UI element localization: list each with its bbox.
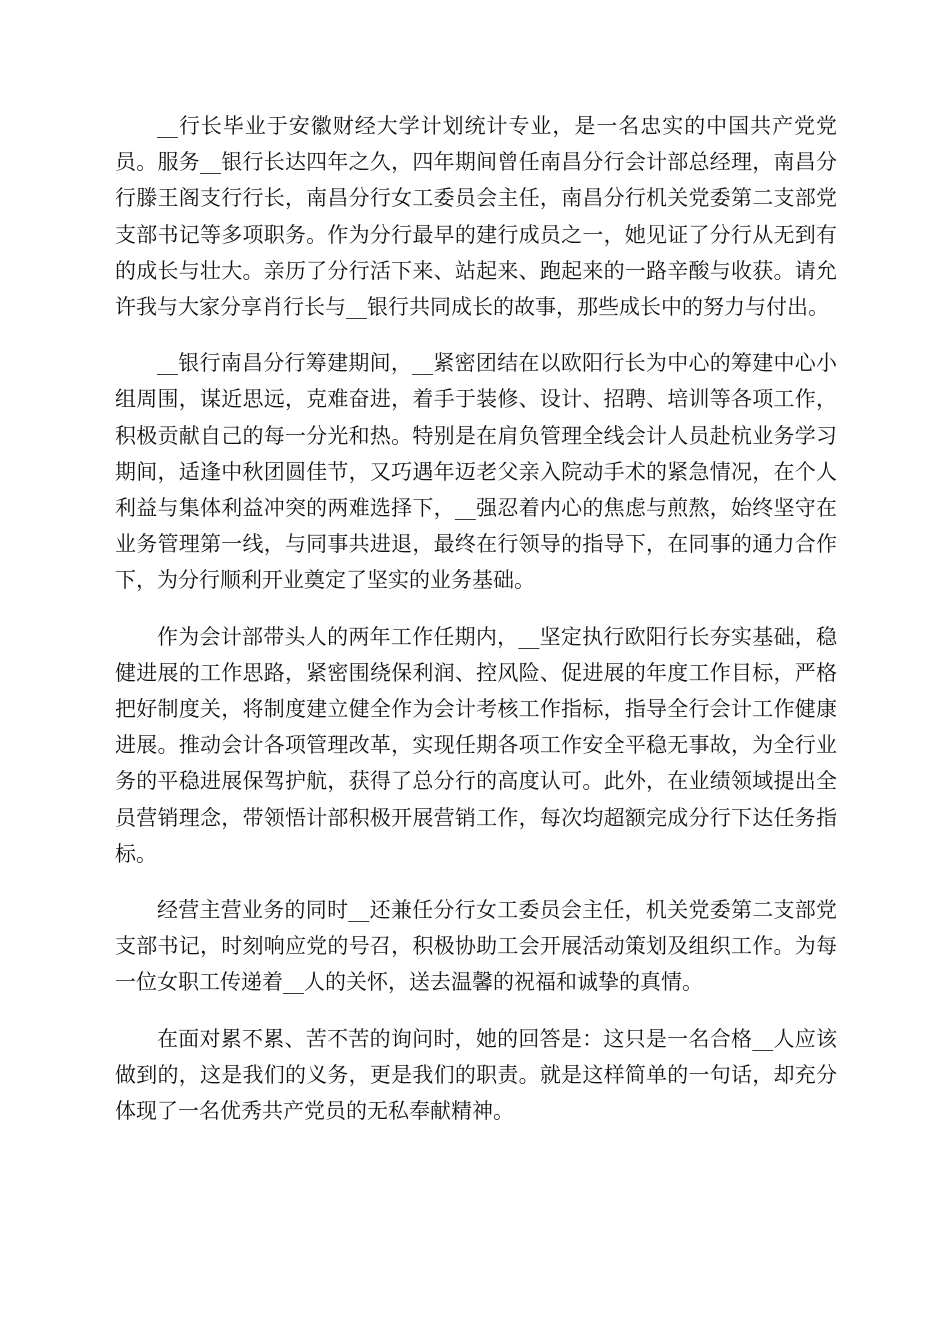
- paragraph-5: 在面对累不累、苦不苦的询问时，她的回答是：这只是一名合格__人应该做到的，这是我们的义务，更是我们的职责。就是这样简单的一句话，却充分体现了一名优秀共产党员的无私奉献精神。: [115, 1026, 837, 1124]
- document-page: [115, 108, 837, 1149]
- paragraph-1: __行长毕业于安徽财经大学计划统计专业，是一名忠实的中国共产党党员。服务__银行长达四年之久，四年期间曾任南昌分行会计部总经理，南昌分行滕王阁支行行长，南昌分行女工委员会主任，南昌分行机关党委第二支部党支部书记等多项职务。作为分行最早的建行成员之一，她见证了分行从无到有的成长与壮大。亲历了分行活下来、站起来、跑起来的一路辛酸与收获。请允许我与大家分享肖行长与__银行共同成长的故事，那些成长中的努力与付出。: [115, 114, 837, 320]
- paragraph-4: 经营主营业务的同时__还兼任分行女工委员会主任，机关党委第二支部党支部书记，时刻响应党的号召，积极协助工会开展活动策划及组织工作。为每一位女职工传递着__人的关怀，送去温馨的祝福和诚挚的真情。: [115, 898, 837, 995]
- paragraph-2: __银行南昌分行筹建期间，__紧密团结在以欧阳行长为中心的筹建中心小组周围，谋近思远，克难奋进，着手于装修、设计、招聘、培训等各项工作，积极贡献自己的每一分光和热。特别是在肩负管理全线会计人员赴杭业务学习期间，适逢中秋团圆佳节，又巧遇年迈老父亲入院动手术的紧急情况，在个人利益与集体利益冲突的两难选择下，__强忍着内心的焦虑与煎熬，始终坚守在业务管理第一线，与同事共进退，最终在行领导的指导下，在同事的通力合作下，为分行顺利开业奠定了坚实的业务基础。: [115, 351, 837, 593]
- paragraph-3: 作为会计部带头人的两年工作任期内，__坚定执行欧阳行长夯实基础，稳健进展的工作思路，紧密围绕保利润、控风险、促进展的年度工作目标，严格把好制度关，将制度建立健全作为会计考核工作指标，指导全行会计工作健康进展。推动会计各项管理改革，实现任期各项工作安全平稳无事故，为全行业务的平稳进展保驾护航，获得了总分行的高度认可。此外，在业绩领域提出全员营销理念，带领悟计部积极开展营销工作，每次均超额完成分行下达任务指标。: [115, 624, 837, 866]
